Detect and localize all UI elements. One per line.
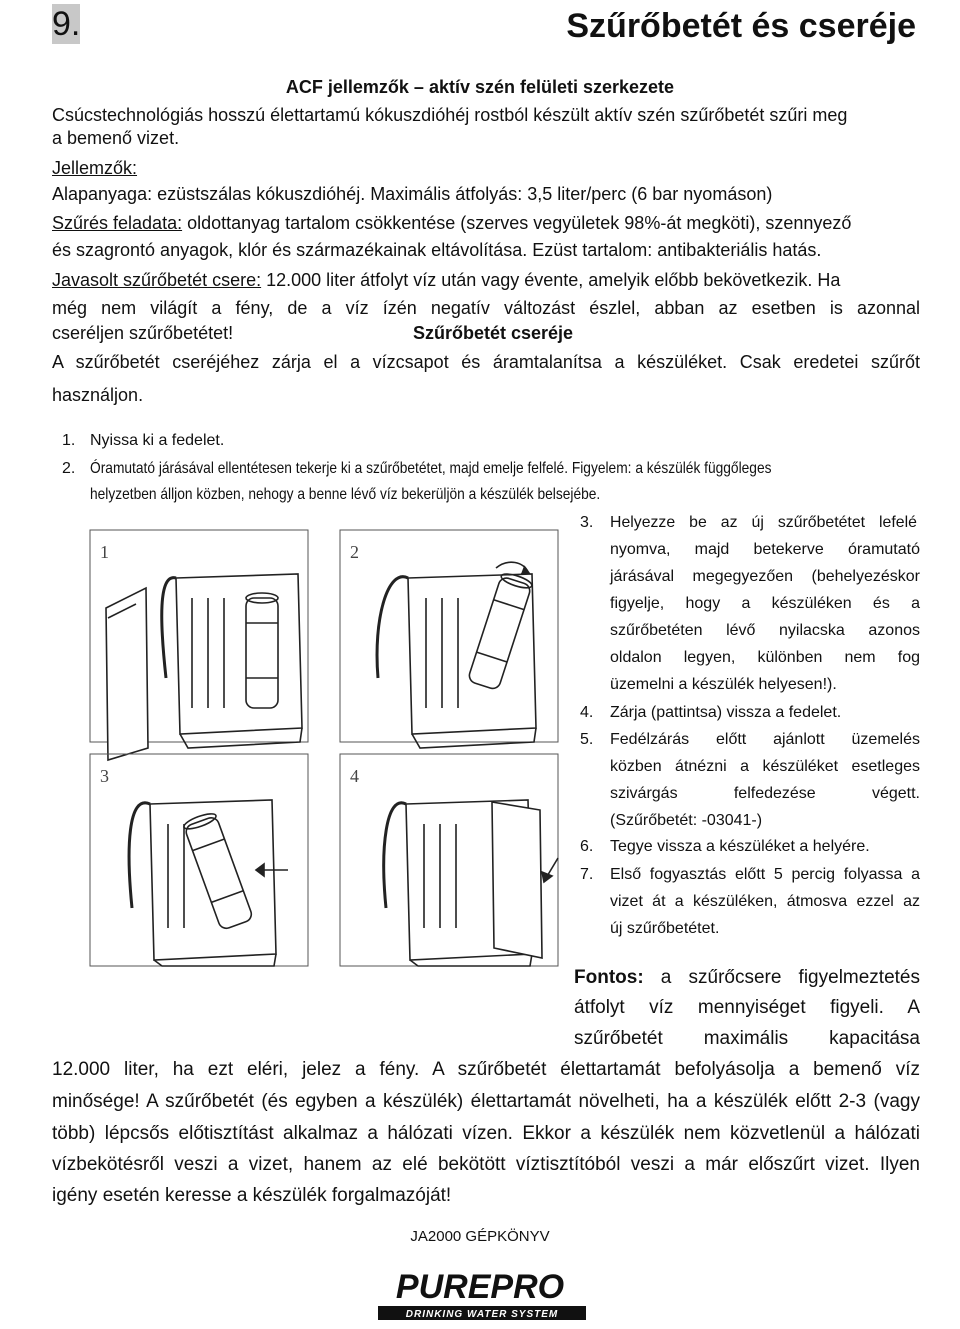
step-3-line: figyelje, hogy a készüléken és a — [610, 595, 920, 612]
step-5-line: közben átnézni a készüléket esetleges — [610, 758, 920, 775]
replace-label: Javasolt szűrőbetét csere: — [52, 270, 262, 290]
step-3-line: oldalon legyen, különben nem fog — [610, 649, 920, 666]
change-line1: A szűrőbetét cseréjéhez zárja el a vízcsapot és áramtalanítsa a készüléket. Csak eredetei szűrőt — [52, 352, 920, 372]
step-5-line: szivárgás felfedezése végett. — [610, 785, 920, 802]
section-title: Szűrőbetét és cseréje — [566, 7, 916, 45]
note-line2: átfolyt víz mennyiséget figyeli. A — [574, 997, 920, 1018]
step-5-number: 5. — [580, 731, 594, 748]
figure-label: 2 — [350, 542, 359, 562]
step-2-line2: helyzetben álljon közben, nehogy a benne lévő víz bekerüljön a készülék belsejébe. — [90, 486, 601, 503]
note-label: Fontos: — [574, 967, 644, 988]
step-1-number: 1. — [62, 432, 76, 449]
step-6-text: Tegye vissza a készüléket a helyére. — [610, 838, 870, 855]
task-line1 — [52, 212, 851, 235]
step-3-number: 3. — [580, 514, 594, 531]
step-2-number: 2. — [62, 460, 76, 477]
features-label: Jellemzők: — [52, 158, 138, 178]
task-label: Szűrés feladata: — [52, 213, 183, 233]
figure-label: 3 — [100, 766, 109, 786]
figure-2-device — [340, 530, 558, 748]
note-line3: szűrőbetét maximális kapacitása — [574, 1028, 920, 1049]
step-2-line1: Óramutató járásával ellentétesen tekerje ki a szűrőbetétet, majd emelje felfelé. Figyelem: a készülék függőleges — [90, 460, 772, 477]
task-line1-text: oldottanyag tartalom csökkentése (szerves vegyületek 98%-át megköti), szennyező — [182, 213, 852, 233]
note-line6: több) lépcsős előtisztítást alkalmaz a hálózati vízen. Ekkor a készülék nem közvetlenül a hálózati — [52, 1123, 920, 1144]
step-3-line: üzemelni a készülék helyesen!). — [610, 676, 837, 693]
note-line1 — [574, 966, 920, 990]
step-3-line: járásával megegyezően (behelyezéskor — [610, 568, 920, 585]
features-line: Alapanyaga: ezüstszálas kókuszdióhéj. Maximális átfolyás: 3,5 liter/perc (6 bar nyomáson) — [52, 184, 773, 204]
step-5-line: Fedélzárás előtt ajánlott üzemelés — [610, 731, 920, 748]
logo-tagline: DRINKING WATER SYSTEM — [405, 1309, 559, 1320]
figure-label: 1 — [100, 542, 109, 562]
logo-wordmark: PUREPRO — [395, 1268, 565, 1306]
step-7-line: vizet át a készüléken, átmosva ezzel az — [610, 893, 920, 910]
replace-line — [52, 269, 840, 292]
step-4-text: Zárja (pattintsa) vissza a fedelet. — [610, 704, 842, 721]
note-line5: minősége! A szűrőbetét (és egyben a készülék) élettartamát növelheti, ha a készülék előtt 2-3 (vagy — [52, 1091, 920, 1112]
figure-3-device — [90, 754, 308, 966]
note-line8: igény esetén keresse a készülék forgalmazóját! — [52, 1185, 452, 1206]
note-line1-text: a szűrőcsere figyelmeztetés — [643, 967, 920, 988]
step-7-number: 7. — [580, 866, 594, 883]
change-heading: Szűrőbetét cseréje — [413, 323, 574, 343]
step-7-line: új szűrőbetétet. — [610, 920, 720, 937]
footer-manual-title: JA2000 GÉPKÖNYV — [410, 1228, 550, 1245]
warn-line2: cseréljen szűrőbetétet! — [52, 323, 234, 343]
step-3-line: Helyezze be az új szűrőbetétet lefelé — [610, 514, 917, 531]
step-7-line: Első fogyasztás előtt 5 percig folyassa a — [610, 866, 920, 883]
change-line2: használjon. — [52, 385, 144, 405]
step-3-line: szűrőbetéten lévő nyilacska azonos — [610, 622, 920, 639]
acf-intro-line2: a bemenő vizet. — [52, 128, 180, 148]
note-line7: vízbekötésről veszi a vizet, hanem az elé bekötött víztisztítóból veszi a már előszűrt vizet. Ilyen — [52, 1154, 920, 1175]
figure-label: 4 — [350, 766, 359, 786]
step-3-line: nyomva, majd betekerve óramutató — [610, 541, 920, 558]
step-6-number: 6. — [580, 838, 594, 855]
note-line4: 12.000 liter, ha ezt eléri, jelez a fény. A szűrőbetét élettartamát befolyásolja a bemenő víz — [52, 1059, 920, 1080]
replace-line-text: 12.000 liter átfolyt víz után vagy évente, amelyik előbb bekövetkezik. Ha — [261, 270, 841, 290]
warn-line1: még nem világít a fény, de a víz ízén negatív változást észlel, abban az esetben is azonnal — [52, 298, 920, 318]
step-5-line: (Szűrőbetét: -03041-) — [610, 812, 763, 829]
task-line2: és szagrontó anyagok, klór és származékainak eltávolítása. Ezüst tartalom: antibakteriális hatás. — [52, 240, 822, 260]
purepro-logo — [362, 1268, 602, 1324]
acf-heading: ACF jellemzők – aktív szén felületi szerkezete — [285, 77, 675, 97]
figure-4-device — [340, 754, 558, 966]
filter-replacement-illustrations — [88, 528, 588, 968]
section-number: 9. — [52, 5, 81, 43]
step-4-number: 4. — [580, 704, 594, 721]
acf-intro-line1: Csúcstechnológiás hosszú élettartamú kókuszdióhéj rostból készült aktív szén szűrőbetét szűri meg — [52, 105, 848, 125]
figure-1-device — [90, 530, 308, 760]
step-1-text: Nyissa ki a fedelet. — [90, 432, 225, 449]
